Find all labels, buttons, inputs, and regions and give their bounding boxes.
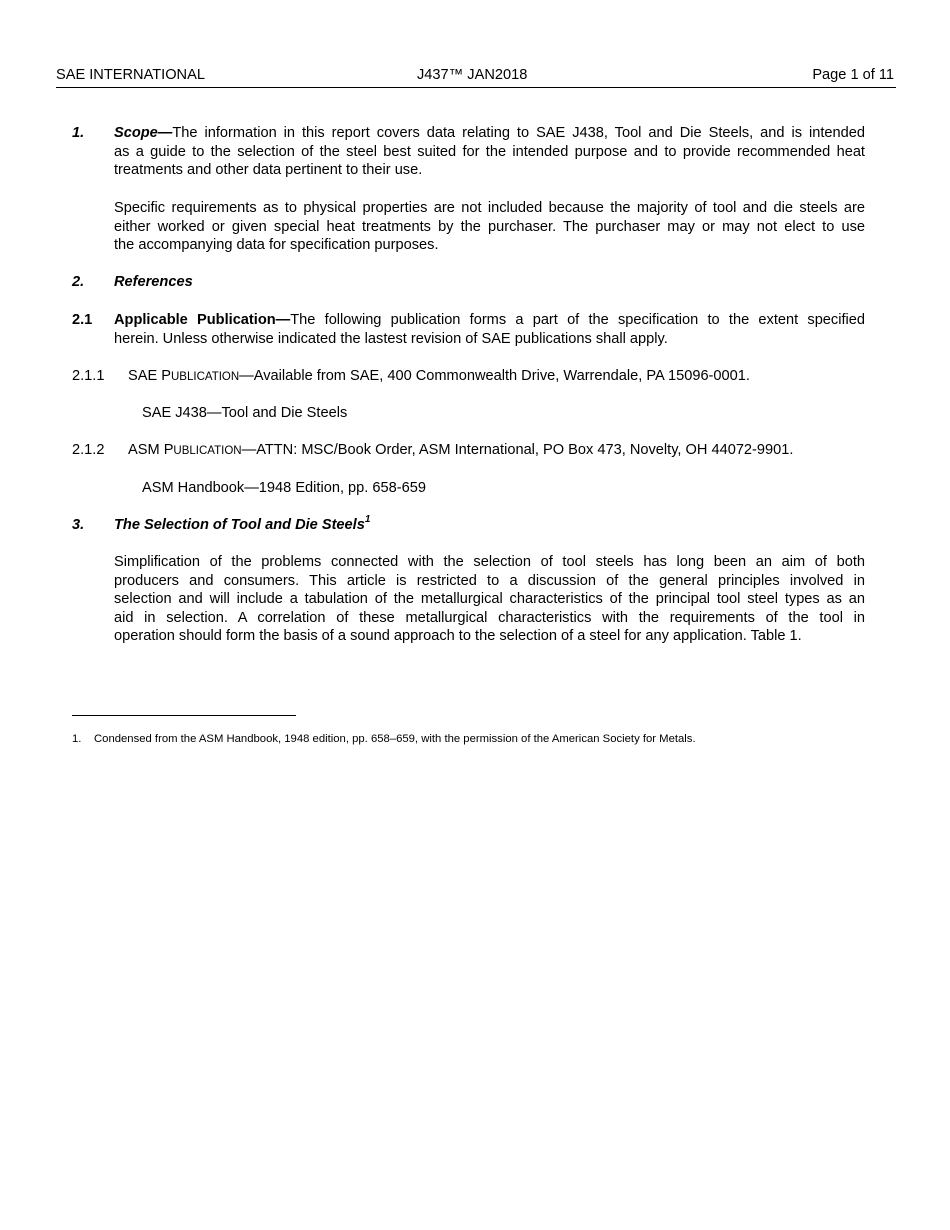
header-page-number: Page 1 of 11	[812, 67, 894, 83]
section-2-1-number: 2.1	[72, 312, 93, 328]
text-line: as a guide to the selection of the steel best suited for the intended purpose and to provide recommended heat	[114, 143, 865, 160]
reference-item-sae-j438: SAE J438—Tool and Die Steels	[142, 405, 348, 421]
text-line: aid in selection. A correlation of these metallurgical characteristics with the requirements of the tool in	[114, 609, 865, 626]
section-2-1-title: Applicable Publication—	[114, 312, 291, 328]
section-1-number: 1.	[72, 125, 85, 141]
footnote-divider	[72, 715, 296, 716]
section-1-title: Scope—	[114, 125, 173, 141]
section-2-1-paragraph	[114, 311, 865, 348]
text-line: selection and will include a tabulation of the metallurgical characteristics of the principal tool steel types as an	[114, 591, 865, 608]
text-line: herein. Unless otherwise indicated the lastest revision of SAE publications shall apply.	[114, 330, 668, 347]
text-line: the accompanying data for specification purposes.	[114, 237, 439, 254]
footnote	[72, 733, 696, 745]
reference-item-asm-handbook: ASM Handbook—1948 Edition, pp. 658-659	[142, 480, 426, 496]
section-2-1-1-text: SAE PUBLICATION—Available from SAE, 400 Commonwealth Drive, Warrendale, PA 15096-0001.	[128, 368, 750, 384]
section-1-paragraph-2	[114, 199, 865, 255]
text-line: treatments and other data pertinent to their use.	[114, 162, 423, 179]
header-org: SAE INTERNATIONAL	[56, 67, 205, 83]
text-line: Scope—The information in this report covers data relating to SAE J438, Tool and Die Steels, and is intended	[114, 125, 865, 141]
section-3-title: The Selection of Tool and Die Steels$^1$	[114, 514, 371, 533]
section-2-number: 2.	[72, 274, 85, 290]
section-2-1-1-number: 2.1.1	[72, 368, 105, 384]
page-header	[56, 66, 896, 88]
text-line: Simplification of the problems connected with the selection of tool steels has long been an aim of both	[114, 554, 865, 570]
footnote-reference: 1	[364, 514, 371, 526]
header-doc-id: J437™ JAN2018	[417, 67, 528, 83]
section-1-paragraph-1	[114, 124, 865, 180]
section-2-title: References	[114, 274, 193, 290]
text-line: producers and consumers. This article is restricted to a discussion of the general principles involved in	[114, 572, 865, 589]
footnote-number: 1.	[72, 733, 82, 745]
footnote-text: Condensed from the ASM Handbook, 1948 edition, pp. 658–659, with the permission of the American Society for Metals.	[94, 733, 696, 745]
text-line: Applicable Publication—The following publication forms a part of the specification to the extent specified	[114, 312, 865, 328]
text-line: operation should form the basis of a sound approach to the selection of a steel for any application. Table 1.	[114, 628, 802, 645]
section-2-1-2-text: ASM PUBLICATION—ATTN: MSC/Book Order, ASM International, PO Box 473, Novelty, OH 44072-9901.	[128, 442, 794, 458]
section-3-number: 3.	[72, 517, 85, 533]
text-line: Specific requirements as to physical properties are not included because the majority of tool and die steels are	[114, 200, 865, 216]
text-line: either worked or given special heat treatments by the purchaser. The purchaser may or may not elect to use	[114, 218, 865, 235]
section-2-1-2-number: 2.1.2	[72, 442, 105, 458]
section-3-paragraph	[114, 553, 865, 646]
